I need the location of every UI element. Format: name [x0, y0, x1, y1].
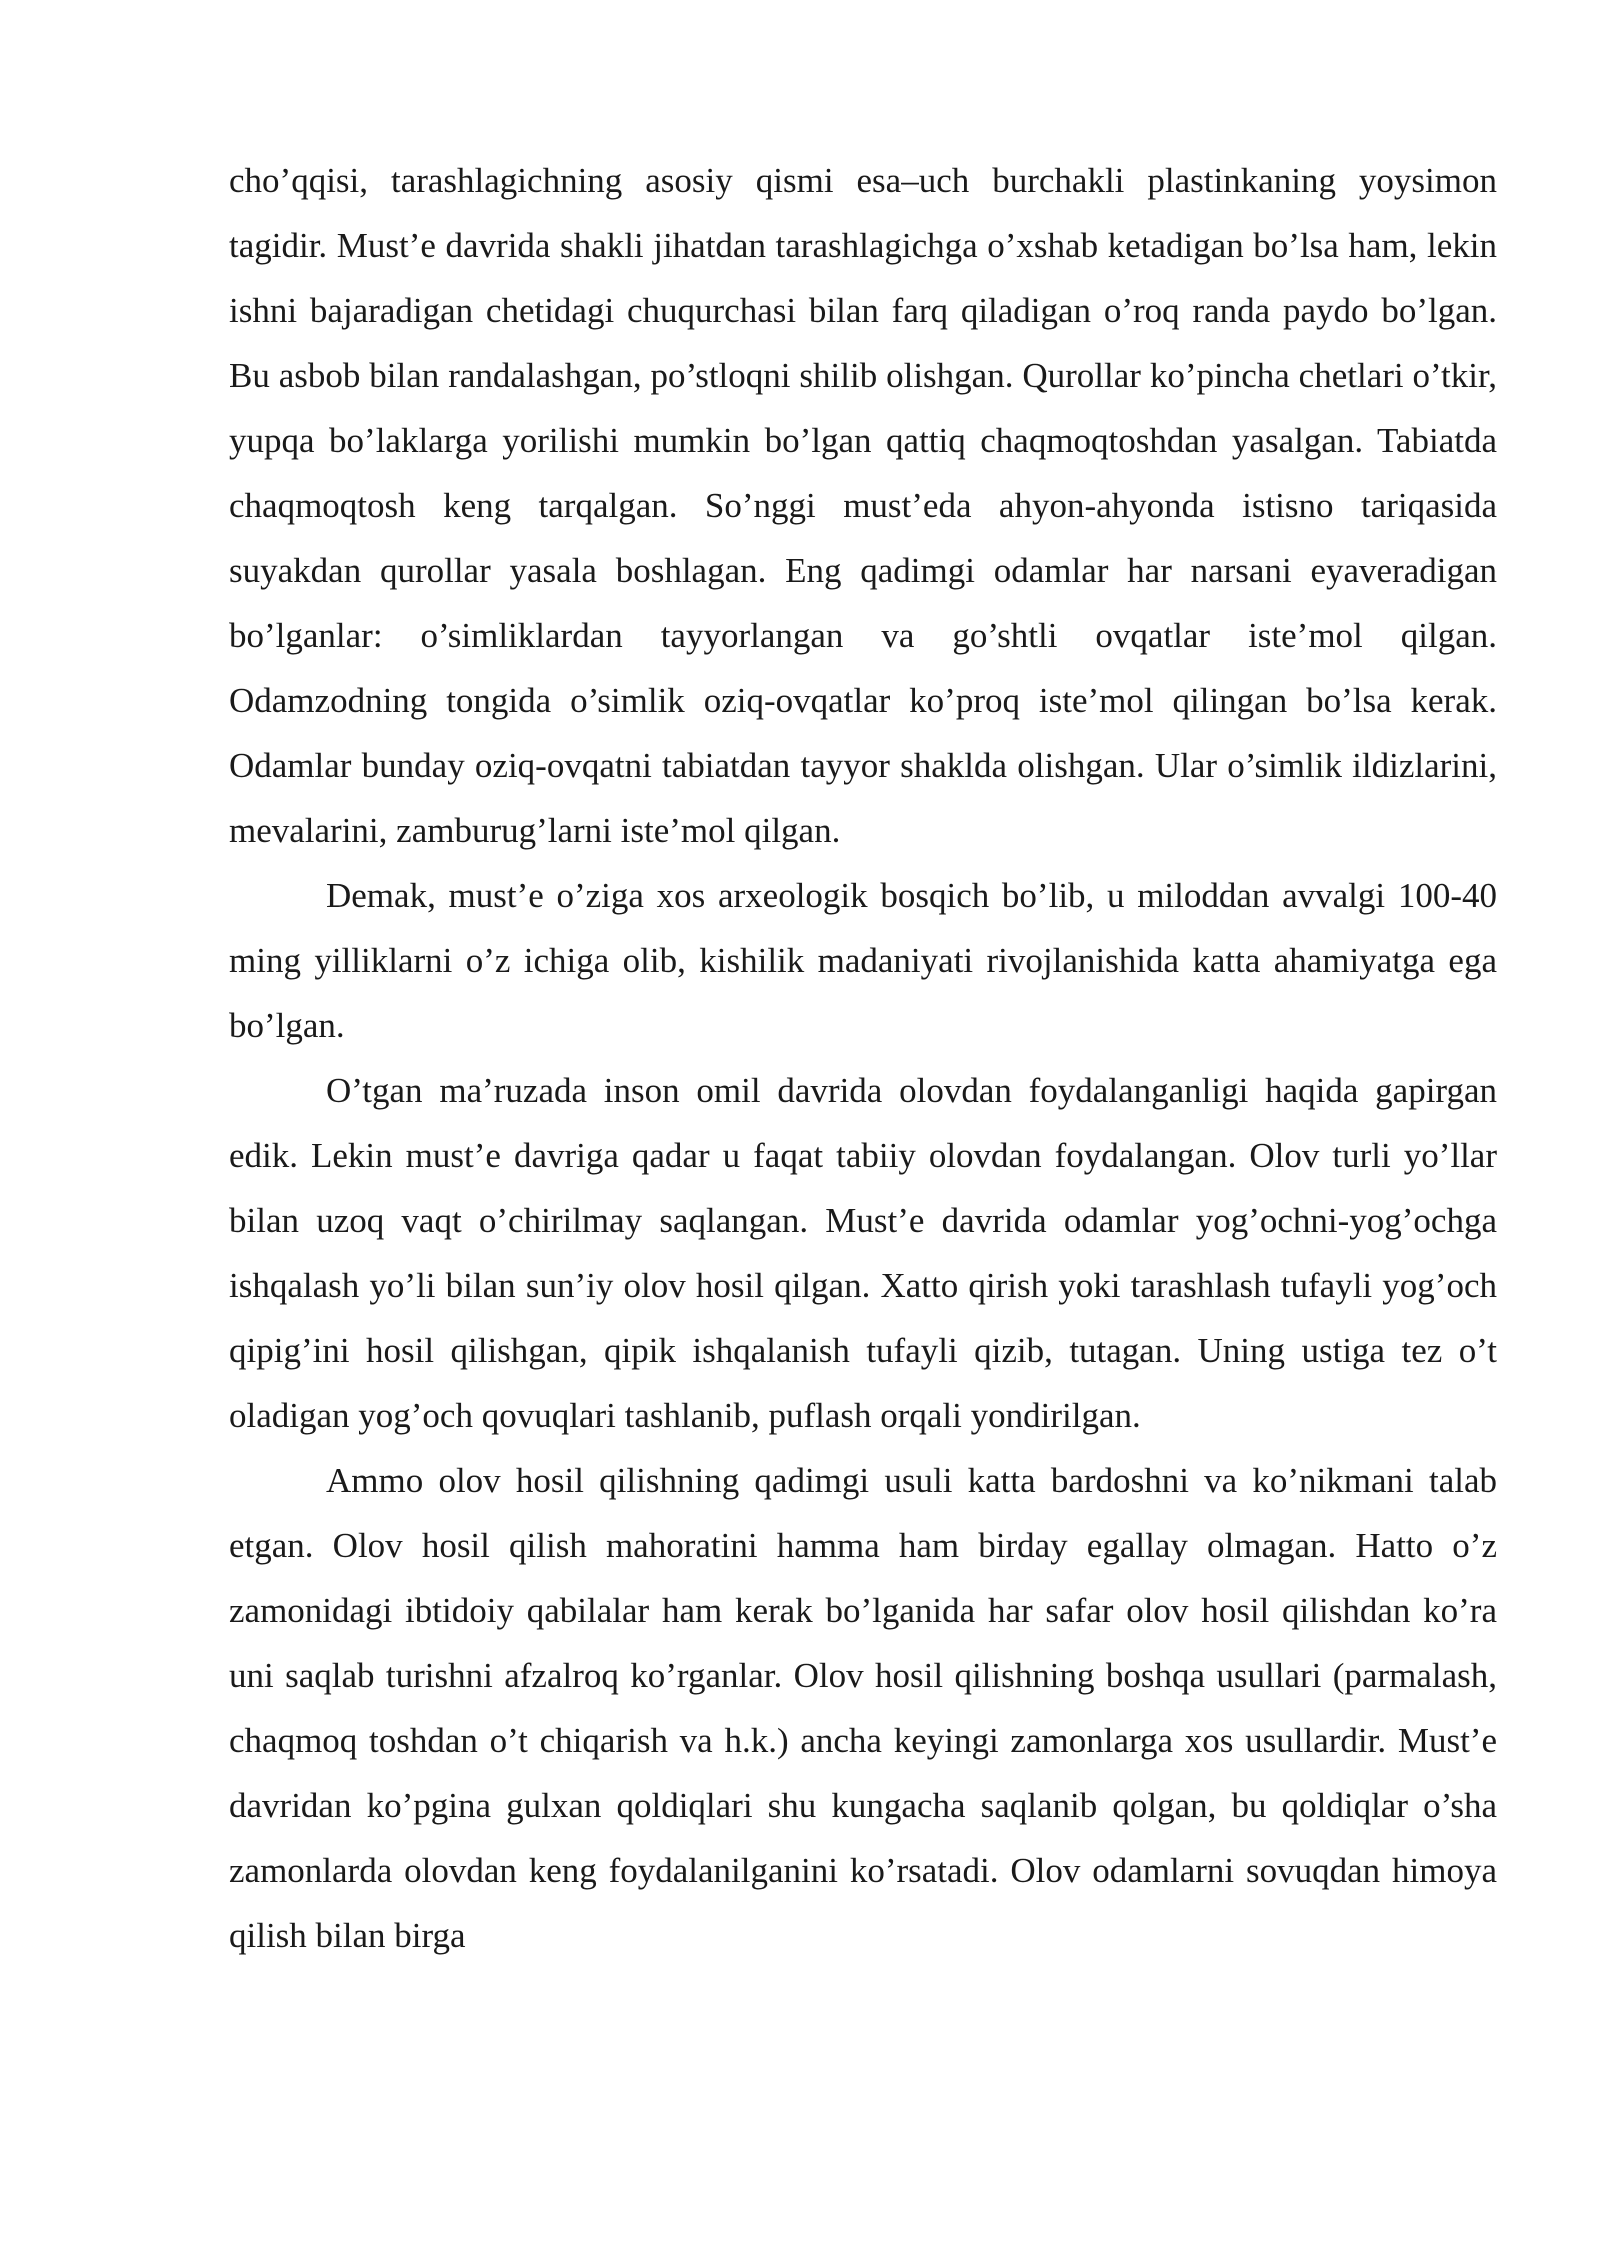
paragraph-fire-usage: O’tgan ma’ruzada inson omil davrida olovdan foydalanganligi haqida gapirgan edik. Lekin must’e davriga qadar u faqat tabiiy olovdan foydalangan. Olov turli yo’llar bilan uzoq vaqt o’chirilmay saqlangan. Must’e davrida odamlar yog’ochni-yog’ochga ishqalash yo’li bilan sun’iy olov hosil qilgan. Xatto qirish yoki tarashlash tufayli yog’och qipig’ini hosil qilishgan, qipik ishqalanish tufayli qizib, tutagan. Uning ustiga tez o’t oladigan yog’och qovuqlari tashlanib, puflash orqali yondirilgan. [229, 1071, 1497, 1435]
paragraph-continuation: cho’qqisi, tarashlagichning asosiy qismi esa–uch burchakli plastinkaning yoysimon tagidir. Must’e davrida shakli jihatdan tarashlagichga o’xshab ketadigan bo’lsa ham, lekin ishni bajaradigan chetidagi chuqurchasi bilan farq qiladigan o’roq randa paydo bo’lgan. Bu asbob bilan randalashgan, po’stloqni shilib olishgan. Qurollar ko’pincha chetlari o’tkir, yupqa bo’laklarga yorilishi mumkin bo’lgan qattiq chaqmoqtoshdan yasalgan. Tabiatda chaqmoqtosh keng tarqalgan. So’nggi must’eda ahyon-ahyonda istisno tariqasida suyakdan qurollar yasala boshlagan. Eng qadimgi odamlar har narsani eyaveradigan bo’lganlar: o’simliklardan tayyorlangan va go’shtli ovqatlar iste’mol qilgan. Odamzodning tongida o’simlik oziq-ovqatlar ko’proq iste’mol qilingan bo’lsa kerak. Odamlar bunday oziq-ovqatni tabiatdan tayyor shaklda olishgan. Ular o’simlik ildizlarini, mevalarini, zamburug’larni iste’mol qilgan. [229, 161, 1497, 850]
paragraph-fire-making: Ammo olov hosil qilishning qadimgi usuli katta bardoshni va ko’nikmani talab etgan. Olov hosil qilish mahoratini hamma ham birday egallay olmagan. Hatto o’z zamonidagi ibtidoiy qabilalar ham kerak bo’lganida har safar olov hosil qilishdan ko’ra uni saqlab turishni afzalroq ko’rganlar. Olov hosil qilishning boshqa usullari (parmalash, chaqmoq toshdan o’t chiqarish va h.k.) ancha keyingi zamonlarga xos usullardir. Must’e davridan ko’pgina gulxan qoldiqlari shu kungacha saqlanib qolgan, bu qoldiqlar o’sha zamonlarda olovdan keng foydalanilganini ko’rsatadi. Olov odamlarni sovuqdan himoya qilish bilan birga [229, 1461, 1497, 1955]
paragraph-must-e-summary: Demak, must’e o’ziga xos arxeologik bosqich bo’lib, u miloddan avvalgi 100-40 ming yilliklarni o’z ichiga olib, kishilik madaniyati rivojlanishida katta ahamiyatga ega bo’lgan. [229, 876, 1497, 1045]
document-body [229, 148, 1497, 1968]
